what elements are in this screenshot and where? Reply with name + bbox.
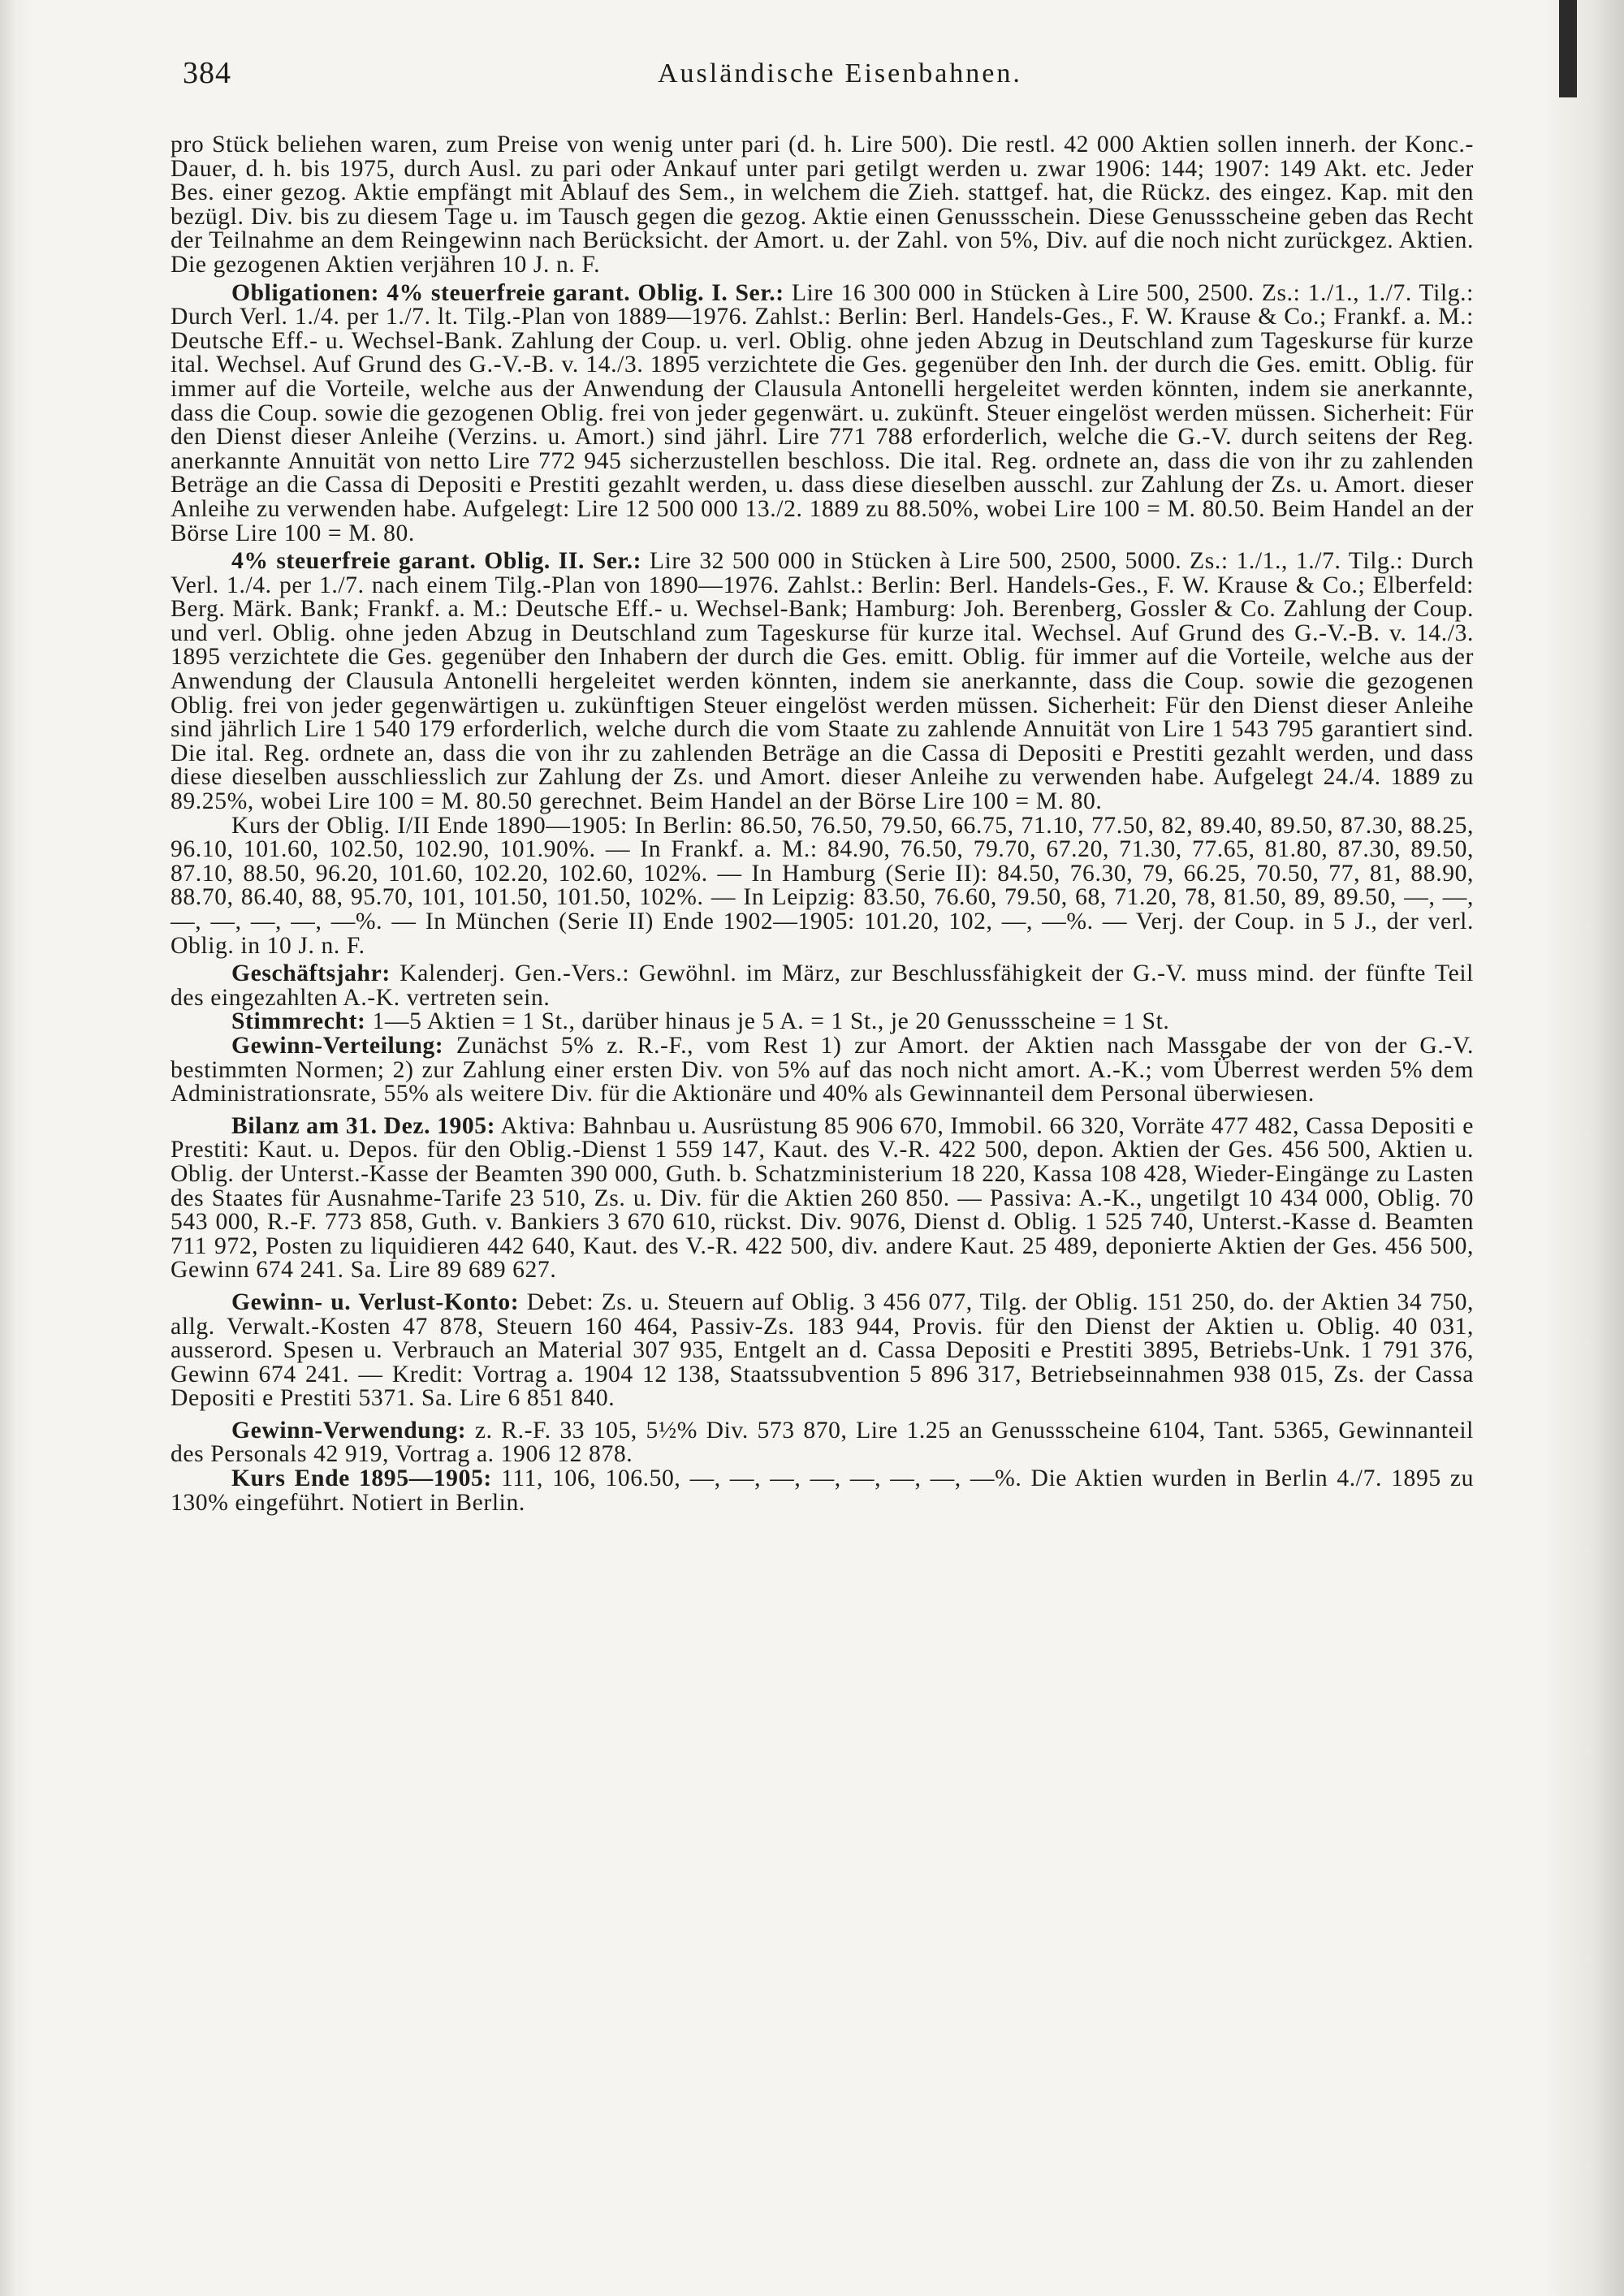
page-header <box>183 55 1478 96</box>
paragraph-share-prices: Kurs Ende 1895—1905: 111, 106, 106.50, —, —, —, —, —, —, —, —%. Die Aktien wurden in Berlin 4./7. 1895 zu 130% eingeführt. Notiert in Berlin. <box>171 1465 1475 1516</box>
running-title: Ausländische Eisenbahnen. <box>658 58 1022 88</box>
paragraph-obligation-prices: Kurs der Oblig. I/II Ende 1890—1905: In Berlin: 86.50, 76.50, 79.50, 66.75, 71.10, 77.50, 82, 89.40, 89.50, 87.30, 88.25, 96.10, 101.60, 102.50, 102.90, 101.90%. — In Frankf. a. M.: 84.90, 76.50, 79.70, 67.20, 71.30, 77.65, 81.80, 87.30, 89.50, 87.10, 88.50, 96.20, 101.60, 102.20, 102.60, 102%. — In Hamburg (Serie II): 84.50, 76.30, 79, 66.25, 70.50, 77, 81, 88.90, 88.70, 86.40, 88, 95.70, 101, 101.50, 101.50, 102%. — In Leipzig: 83.50, 76.60, 79.50, 68, 71.20, 78, 81.50, 89, 89.50, —, —, —, —, —, —, —%. — In München (Serie II) Ende 1902—1905: 101.20, 102, —, —%. — Verj. der Coup. in 5 J., der verl. Oblig. in 10 J. n. F. <box>171 812 1474 959</box>
paragraph-balance-sheet: Bilanz am 31. Dez. 1905: Aktiva: Bahnbau u. Ausrüstung 85 906 670, Immobil. 66 320, Vorräte 477 482, Cassa Depositi e Prestiti: Kaut. u. Depos. für den Oblig.-Dienst 1 559 147, Kaut. des V.-R. 422 500, depon. Aktien der Ges. 456 500, Aktien u. Oblig. der Unterst.-Kasse der Beamten 390 000, Guth. b. Schatzministerium 18 220, Kassa 108 428, Wieder-Eingänge zu Lasten des Staates für Ausnahme-Tarife 23 510, Zs. u. Div. für die Aktien 260 850. — Passiva: A.-K., ungetilgt 10 434 000, Oblig. 70 543 000, R.-F. 773 858, Guth. v. Bankiers 3 670 610, rückst. Div. 9076, Dienst d. Oblig. 1 525 740, Unterst.-Kasse d. Beamten 711 972, Posten zu liquidieren 442 640, Kaut. des V.-R. 422 500, div. andere Kaut. 25 489, deponierte Aktien der Ges. 456 500, Gewinn 674 241. Sa. Lire 89 689 627. <box>171 1112 1474 1284</box>
page-edge-shadow <box>1559 0 1577 97</box>
paragraph-profit-distribution: Gewinn-Verteilung: Zunächst 5% z. R.-F., vom Rest 1) zur Amort. der Aktien nach Massgabe der von der G.-V. bestimmten Normen; 2) zur Zahlung einer ersten Div. von 5% auf das noch nicht amort. A.-K.; vom Überrest werden 5% dem Administrationsrate, 55% als weitere Div. für die Aktionäre und 40% als Gewinnanteil dem Personal überwiesen. <box>171 1032 1474 1107</box>
paragraph-business-year: Geschäftsjahr: Kalenderj. Gen.-Vers.: Gewöhnl. im März, zur Beschlussfähigkeit der G.-V. muss mind. der fünfte Teil des eingezahlten A.-K. vertreten sein. <box>171 960 1474 1011</box>
paragraph-obligations-series-1: Obligationen: 4% steuerfreie garant. Oblig. I. Ser.: Lire 16 300 000 in Stücken à Lire 500, 2500. Zs.: 1./1., 1./7. Tilg.: Durch Verl. 1./4. per 1./7. lt. Tilg.-Plan von 1889—1976. Zahlst.: Berlin: Berl. Handels-Ges., F. W. Krause & Co.; Frankf. a. M.: Deutsche Eff.- u. Wechsel-Bank. Zahlung der Coup. u. verl. Oblig. ohne jeden Abzug in Deutschland zum Tageskurse für kurze ital. Wechsel. Auf Grund des G.-V.-B. v. 14./3. 1895 verzichtete die Ges. gegenüber den Inh. der durch die Ges. emitt. Oblig. für immer auf die Vorteile, welche aus der Anwendung der Clausula Antonelli hergeleitet werden könnten, indem sie anerkannte, dass die Coup. sowie die gezogenen Oblig. frei von jeder gegenwärt. u. zukünft. Steuer eingelöst werden müssen. Sicherheit: Für den Dienst dieser Anleihe (Verzins. u. Amort.) sind jährl. Lire 771 788 erforderlich, welche die G.-V. durch seitens der Reg. anerkannte Annuität von netto Lire 772 945 sicherzustellen beschloss. Die ital. Reg. ordnete an, dass die von ihr zu zahlenden Beträge an die Cassa di Depositi e Prestiti gezahlt werden, u. dass diese dieselben ausschl. zur Zahlung der Zs. u. Amort. dieser Anleihe zu verwenden habe. Aufgelegt: Lire 12 500 000 13./2. 1889 zu 88.50%, wobei Lire 100 = M. 80.50. Beim Handel an der Börse Lire 100 = M. 80. <box>171 279 1474 546</box>
paragraph-share-redemption: pro Stück beliehen waren, zum Preise von wenig unter pari (d. h. Lire 500). Die restl. 42 000 Aktien sollen innerh. der Konc.-Dauer, d. h. bis 1975, durch Ausl. zu pari oder Ankauf unter pari getilgt werden u. zwar 1906: 144; 1907: 149 Akt. etc. Jeder Bes. einer gezog. Aktie empfängt mit Ablauf des Sem., in welchem die Zieh. stattgef. hat, die Rückz. des eingez. Kap. mit den bezügl. Div. bis zu diesem Tage u. im Tausch gegen die gezog. Aktie einen Genussschein. Diese Genussscheine geben das Recht der Teilnahme an dem Reingewinn nach Berücksicht. der Amort. u. der Zahl. von 5%, Div. auf die noch nicht zurückgez. Aktien. Die gezogenen Aktien verjähren 10 J. n. F. <box>171 132 1474 278</box>
paragraph-profit-loss-account: Gewinn- u. Verlust-Konto: Debet: Zs. u. Steuern auf Oblig. 3 456 077, Tilg. der Oblig. 151 250, do. der Aktien 34 750, allg. Verwalt.-Kosten 47 878, Steuern 160 464, Passiv-Zs. 183 944, Provis. für den Dienst der Aktien u. Oblig. 40 031, ausserord. Spesen u. Verbrauch an Material 307 935, Entgelt an d. Cassa Depositi e Prestiti 3895, Betriebs-Unk. 1 791 376, Gewinn 674 241. — Kredit: Vortrag a. 1904 12 138, Staatssubvention 5 896 317, Betriebseinnahmen 938 015, Zs. der Cassa Depositi e Prestiti 5371. Sa. Lire 6 851 840. <box>171 1288 1474 1412</box>
page-number: 384 <box>183 56 231 90</box>
paragraph-profit-appropriation: Gewinn-Verwendung: z. R.-F. 33 105, 5½% Div. 573 870, Lire 1.25 an Genussscheine 6104, Tant. 5365, Gewinnanteil des Personals 42 919, Vortrag a. 1906 12 878. <box>171 1417 1474 1468</box>
body-text <box>171 133 1474 1515</box>
paragraph-obligations-series-2: 4% steuerfreie garant. Oblig. II. Ser.: Lire 32 500 000 in Stücken à Lire 500, 2500, 5000. Zs.: 1./1., 1./7. Tilg.: Durch Verl. 1./4. per 1./7. nach einem Tilg.-Plan von 1890—1976. Zahlst.: Berlin: Berl. Handels-Ges., F. W. Krause & Co.; Elberfeld: Berg. Märk. Bank; Frankf. a. M.: Deutsche Eff.- u. Wechsel-Bank; Hamburg: Joh. Berenberg, Gossler & Co. Zahlung der Coup. und verl. Oblig. ohne jeden Abzug in Deutschland zum Tageskurse für kurze ital. Wechsel. Auf Grund des G.-V.-B. v. 14./3. 1895 verzichtete die Ges. gegenüber den Inhabern der durch die Ges. emitt. Oblig. für immer auf die Vorteile, welche aus der Anwendung der Clausula Antonelli hergeleitet werden könnten, indem sie anerkannte, dass die Coup. sowie die gezogenen Oblig. frei von jeder gegenwärtigen u. zukünftigen Steuer eingelöst werden müssen. Sicherheit: Für den Dienst dieser Anleihe sind jährlich Lire 1 540 179 erforderlich, welche durch die vom Staate zu zahlende Annuität von Lire 1 543 795 garantiert sind. Die ital. Reg. ordnete an, dass die von ihr zu zahlenden Beträge an die Cassa di Depositi e Prestiti gezahlt werden, und dass diese dieselben ausschliesslich zur Zahlung der Zs. und Amort. dieser Anleihe zu verwenden habe. Aufgelegt 24./4. 1889 zu 89.25%, wobei Lire 100 = M. 80.50 gerechnet. Beim Handel an der Börse Lire 100 = M. 80. <box>171 548 1474 815</box>
paragraph-voting-rights: Stimmrecht: 1—5 Aktien = 1 St., darüber hinaus je 5 A. = 1 St., je 20 Genussscheine = 1 St. <box>231 1008 1170 1035</box>
